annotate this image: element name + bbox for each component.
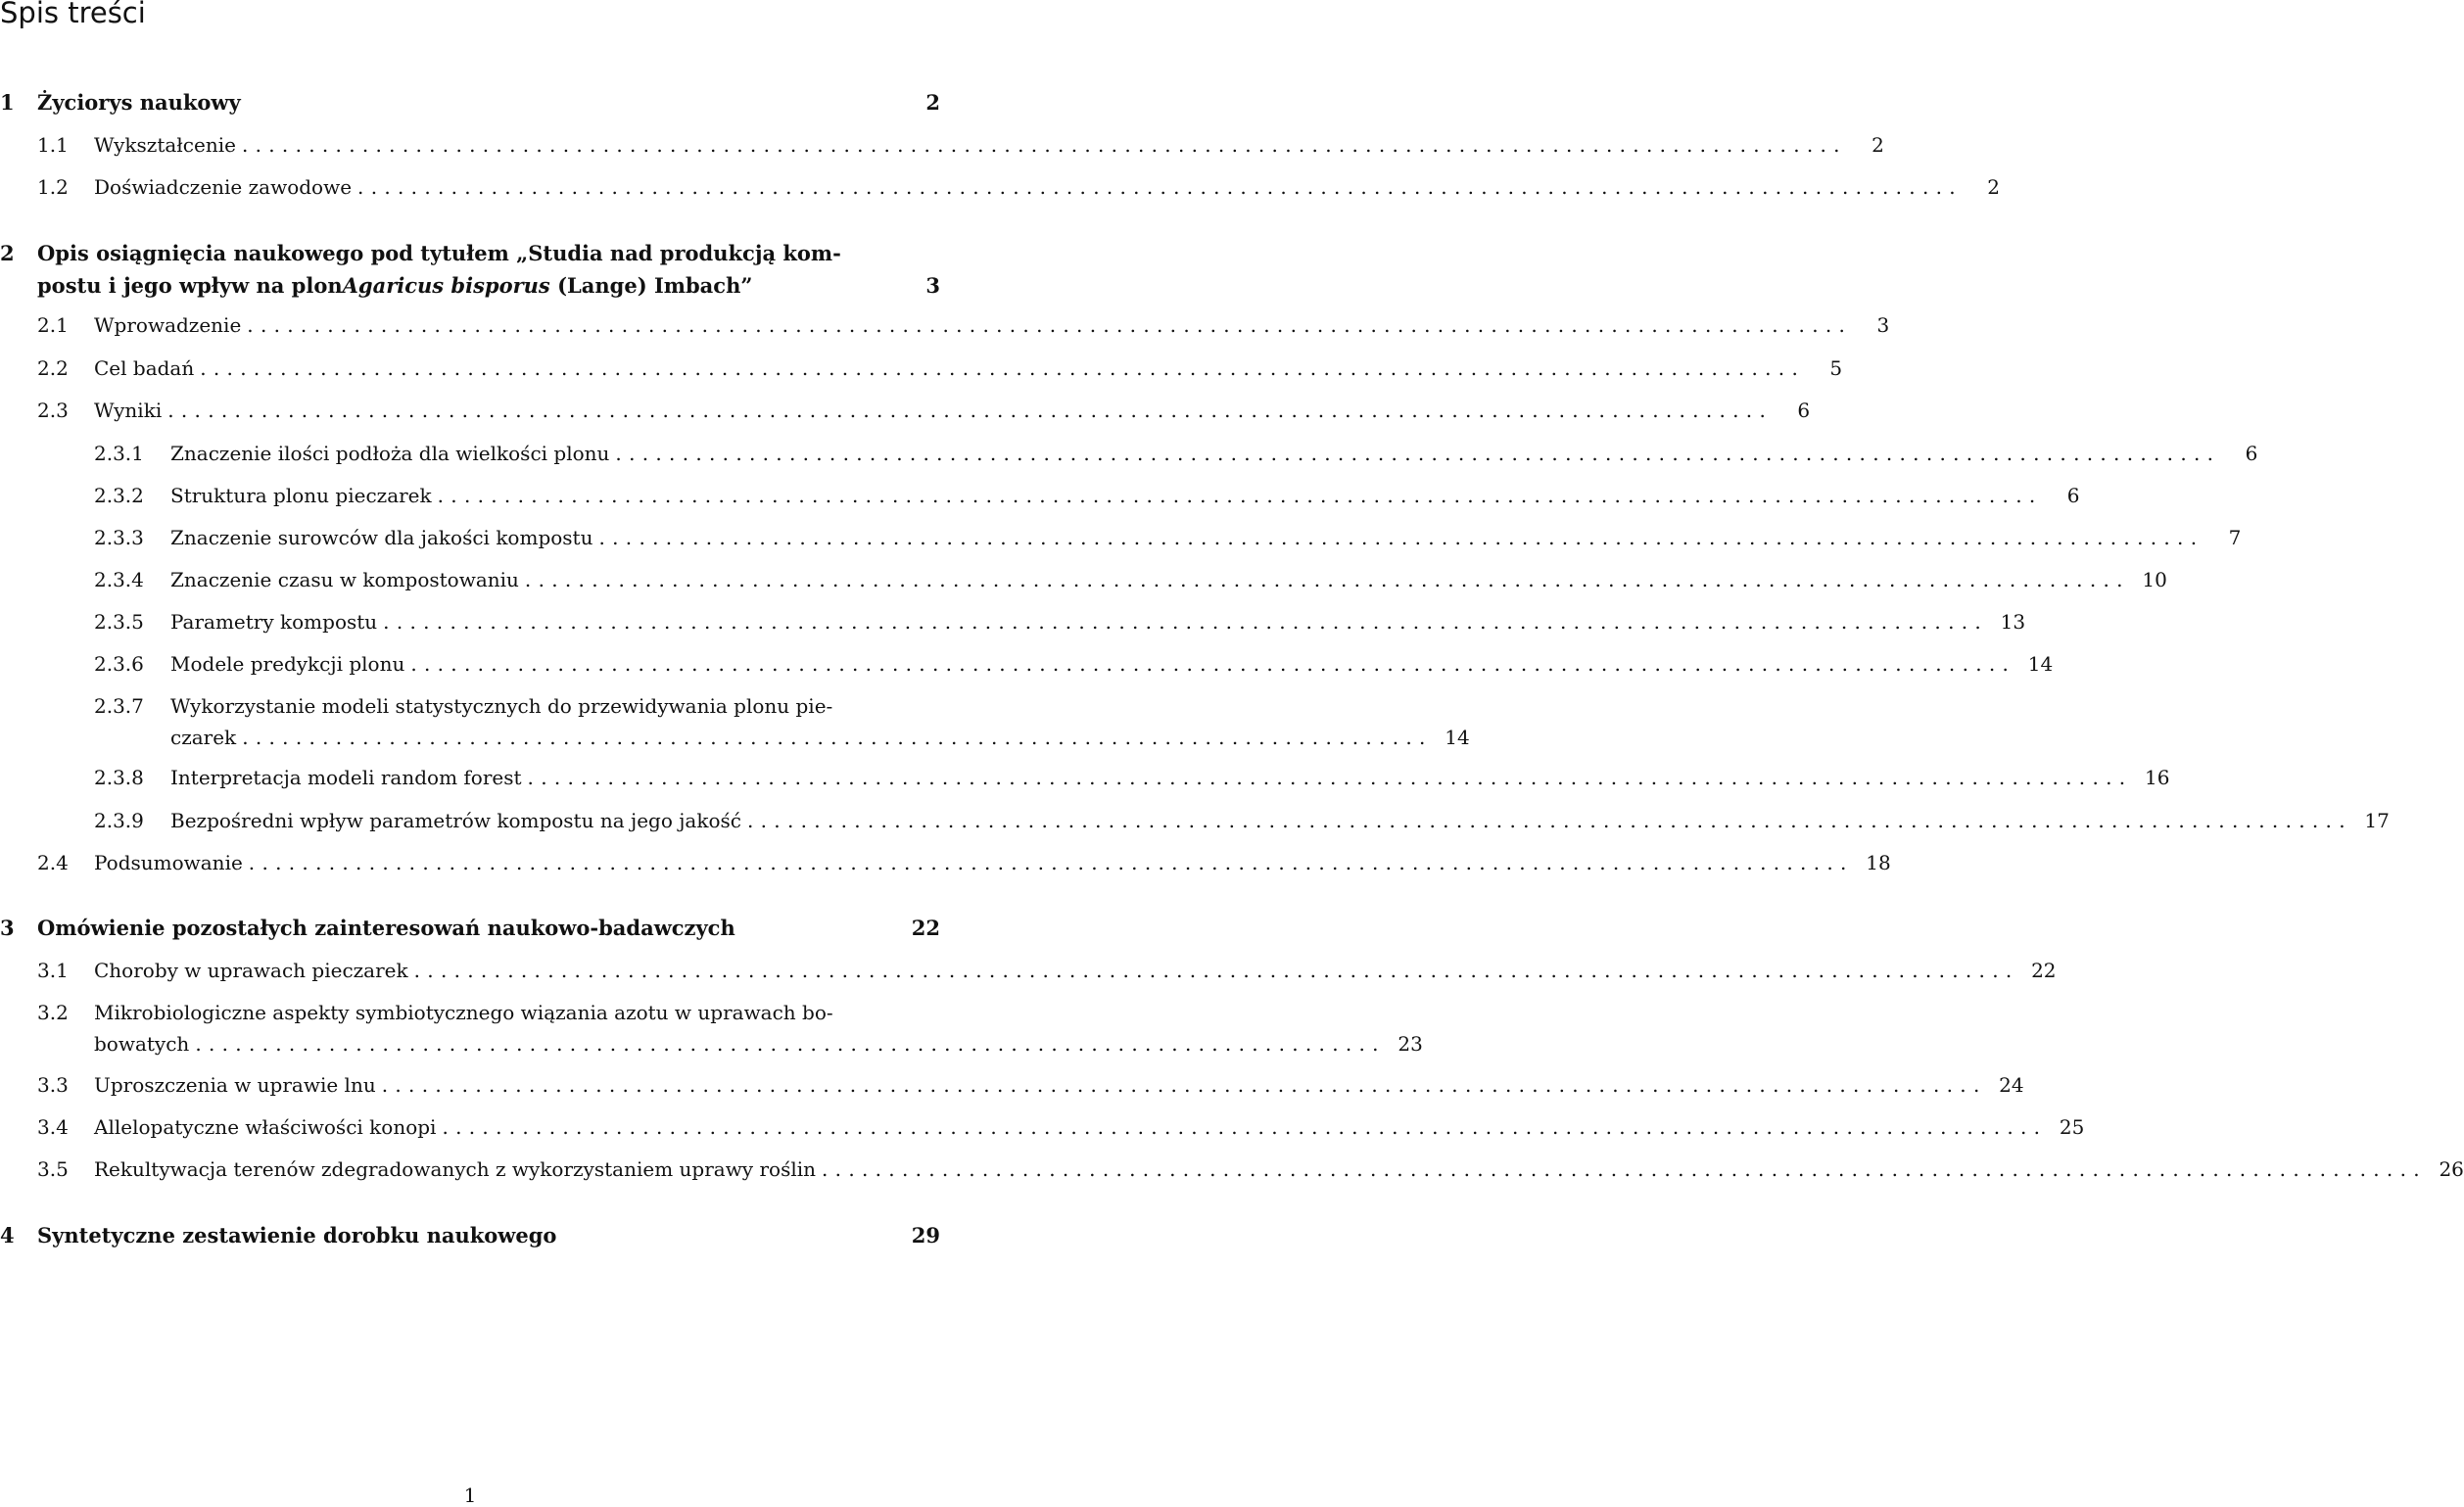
toc-entry-number: 3.1 <box>37 959 69 982</box>
toc-entry-page: 3 <box>1876 313 1890 337</box>
toc-entry[interactable] <box>0 90 940 125</box>
toc-dot-leader: ........................................................................................................................ <box>383 610 1989 634</box>
toc-entry-page: 23 <box>1398 1032 1423 1056</box>
toc-entry-title: Allelopatyczne właściwości konopi <box>94 1115 437 1139</box>
toc-entry-title: Cel badań <box>94 356 195 380</box>
toc-entry-number: 2.3.3 <box>94 526 144 549</box>
toc-entry-title-italic: Agaricus bisporus <box>342 273 550 298</box>
toc-entry-title-line2: bowatych <box>94 1032 190 1056</box>
toc-entry-chapter-2[interactable] <box>0 241 940 298</box>
toc-entry[interactable] <box>0 766 2170 801</box>
toc-entry-title: Choroby w uprawach pieczarek <box>94 959 408 982</box>
toc-entry-number: 2.3.5 <box>94 610 144 634</box>
toc-dot-leader: ........................................................................................................................ <box>410 652 2016 676</box>
toc-entry-title: Wyniki <box>94 399 163 422</box>
toc-entry-page: 2 <box>1987 175 2000 199</box>
toc-dot-leader: ........................................................................................................................ <box>527 766 2133 789</box>
toc-entry[interactable] <box>0 809 2390 844</box>
toc-dot-leader: ........................................................................................................................ <box>200 356 1806 380</box>
toc-dot-leader: ........................................................................................................................ <box>248 851 1854 874</box>
toc-entry-page: 22 <box>911 916 940 940</box>
toc-entry-title: Omówienie pozostałych zainteresowań naukowo-badawczych <box>37 916 735 940</box>
toc-entry-number: 3 <box>0 916 15 940</box>
toc-dot-leader: ........................................................................................................................ <box>822 1157 2427 1181</box>
toc-entry-page: 7 <box>2228 526 2242 549</box>
toc-entry-title: Syntetyczne zestawienie dorobku naukowego <box>37 1223 557 1248</box>
toc-entry-number: 2.4 <box>37 851 69 874</box>
toc-entry-title: Doświadczenie zawodowe <box>94 175 353 199</box>
toc-entry-title: Interpretacja modeli random forest <box>170 766 522 789</box>
toc-entry-page: 16 <box>2144 766 2170 789</box>
toc-entry-number: 3.4 <box>37 1115 69 1139</box>
toc-entry-page: 29 <box>911 1223 940 1248</box>
toc-entry-number: 3.2 <box>37 1001 69 1024</box>
toc-entry-title-line1: Wykorzystanie modeli statystycznych do przewidywania plonu pie- <box>170 694 833 718</box>
toc-dot-leader: ........................................................................................................................ <box>746 809 2352 832</box>
toc-entry[interactable] <box>0 851 1891 886</box>
toc-entry-title-line2a: postu i jego wpływ na plon <box>37 273 343 298</box>
toc-entry[interactable] <box>0 1157 2464 1193</box>
toc-entry[interactable] <box>0 526 2242 561</box>
toc-entry-title: Wprowadzenie <box>94 313 242 337</box>
toc-entry-title: Znaczenie czasu w kompostowaniu <box>170 568 519 591</box>
toc-entry-number: 2.2 <box>37 356 69 380</box>
toc-entry-page: 22 <box>2031 959 2057 982</box>
toc-entry-3-2[interactable] <box>0 1001 1423 1056</box>
toc-entry-page: 6 <box>2066 484 2080 507</box>
toc-entry-title-line2c: (Lange) Imbach” <box>549 273 753 298</box>
toc-dot-leader: ........................................................................................................................ <box>524 568 2130 591</box>
toc-entry-page: 25 <box>2059 1115 2085 1139</box>
toc-dot-leader: ........................................................................................................................ <box>437 484 2043 507</box>
toc-entry-page: 18 <box>1866 851 1891 874</box>
toc-entry-page: 2 <box>1872 133 1884 157</box>
toc-entry-page: 14 <box>1445 726 1470 749</box>
toc-entry[interactable] <box>0 916 940 951</box>
toc-entry-title: Życiorys naukowy <box>37 90 241 115</box>
toc-entry-title: Znaczenie surowców dla jakości kompostu <box>170 526 593 549</box>
toc-entry[interactable] <box>0 356 1843 392</box>
page-title: Spis treści <box>0 0 146 29</box>
page-number: 1 <box>463 1483 477 1507</box>
toc-dot-leader: ........................................................................................................................ <box>241 133 1847 157</box>
toc-entry-number: 2.3.8 <box>94 766 144 789</box>
toc-entry[interactable] <box>0 1115 2085 1151</box>
toc-entry-title-line1: Mikrobiologiczne aspekty symbiotycznego wiązania azotu w uprawach bo- <box>94 1001 833 1024</box>
toc-entry-number: 1 <box>0 90 15 115</box>
toc-entry-page: 17 <box>2364 809 2390 832</box>
toc-entry[interactable] <box>0 652 2054 687</box>
toc-entry-number: 1.2 <box>37 175 69 199</box>
toc-entry-page: 13 <box>2000 610 2026 634</box>
toc-entry-title: Modele predykcji plonu <box>170 652 405 676</box>
toc-entry[interactable] <box>0 610 2026 645</box>
toc-entry[interactable] <box>0 175 2000 211</box>
toc-entry[interactable] <box>0 959 2057 994</box>
toc-dot-leader: ........................................................................................................................ <box>167 399 1774 422</box>
toc-entry-title: Parametry kompostu <box>170 610 378 634</box>
toc-entry-number: 2.3.6 <box>94 652 144 676</box>
toc-entry[interactable] <box>0 133 1884 168</box>
toc-entry-number: 2.1 <box>37 313 69 337</box>
toc-entry-page: 14 <box>2027 652 2054 676</box>
toc-entry-title: Wykształcenie <box>94 133 236 157</box>
toc-entry-number: 2 <box>0 241 15 265</box>
toc-dot-leader: ........................................................................................................................ <box>615 442 2221 465</box>
toc-entry-title: Rekultywacja terenów zdegradowanych z wykorzystaniem uprawy roślin <box>94 1157 817 1181</box>
toc-entry[interactable] <box>0 484 2080 519</box>
toc-entry-page: 3 <box>925 273 940 298</box>
toc-entry-title-line1: Opis osiągnięcia naukowego pod tytułem „Studia nad produkcją kom- <box>37 241 841 265</box>
toc-entry-title-line2: czarek <box>170 726 237 749</box>
toc-entry-number: 1.1 <box>37 133 69 157</box>
toc-dot-leader: ........................................................................................................................ <box>442 1115 2048 1139</box>
toc-entry[interactable] <box>0 442 2258 477</box>
toc-entry[interactable] <box>0 399 1811 434</box>
toc-entry-page: 2 <box>925 90 940 115</box>
toc-entry-number: 2.3.4 <box>94 568 144 591</box>
toc-entry-title: Uproszczenia w uprawie lnu <box>94 1073 376 1097</box>
toc-entry[interactable] <box>0 1073 2024 1108</box>
toc-entry-page: 6 <box>2245 442 2258 465</box>
toc-dot-leader: ........................................................................................................................ <box>357 175 1963 199</box>
toc-dot-leader: ........................................................................................................................ <box>247 313 1853 337</box>
toc-entry-number: 2.3.2 <box>94 484 144 507</box>
toc-dot-leader: ........................................................................................................................ <box>598 526 2204 549</box>
toc-dot-leader: ......................................................................................... <box>195 1032 1386 1056</box>
toc-entry-number: 2.3.1 <box>94 442 144 465</box>
toc-dot-leader: ......................................................................................... <box>242 726 1433 749</box>
toc-dot-leader: ........................................................................................................................ <box>413 959 2019 982</box>
toc-entry-number: 3.5 <box>37 1157 69 1181</box>
toc-entry-title: Bezpośredni wpływ parametrów kompostu na jego jakość <box>170 809 741 832</box>
toc-entry-number: 4 <box>0 1223 15 1248</box>
toc-entry[interactable] <box>0 313 1890 349</box>
toc-entry[interactable] <box>0 568 2167 603</box>
toc-entry-page: 24 <box>1999 1073 2024 1097</box>
toc-dot-leader: ........................................................................................................................ <box>381 1073 1987 1097</box>
toc-entry-title: Podsumowanie <box>94 851 243 874</box>
toc-entry-page: 6 <box>1797 399 1811 422</box>
toc-entry-number: 3.3 <box>37 1073 69 1097</box>
toc-entry-number: 2.3.7 <box>94 694 144 718</box>
toc-entry[interactable] <box>0 1223 940 1258</box>
toc-entry-title: Struktura plonu pieczarek <box>170 484 432 507</box>
toc-entry-page: 5 <box>1829 356 1843 380</box>
toc-entry-title: Znaczenie ilości podłoża dla wielkości plonu <box>170 442 610 465</box>
toc-entry-page: 10 <box>2142 568 2167 591</box>
toc-entry-number: 2.3 <box>37 399 69 422</box>
toc-entry-number: 2.3.9 <box>94 809 144 832</box>
toc-entry-2-3-7[interactable] <box>0 694 1470 749</box>
toc-entry-page: 26 <box>2439 1157 2464 1181</box>
